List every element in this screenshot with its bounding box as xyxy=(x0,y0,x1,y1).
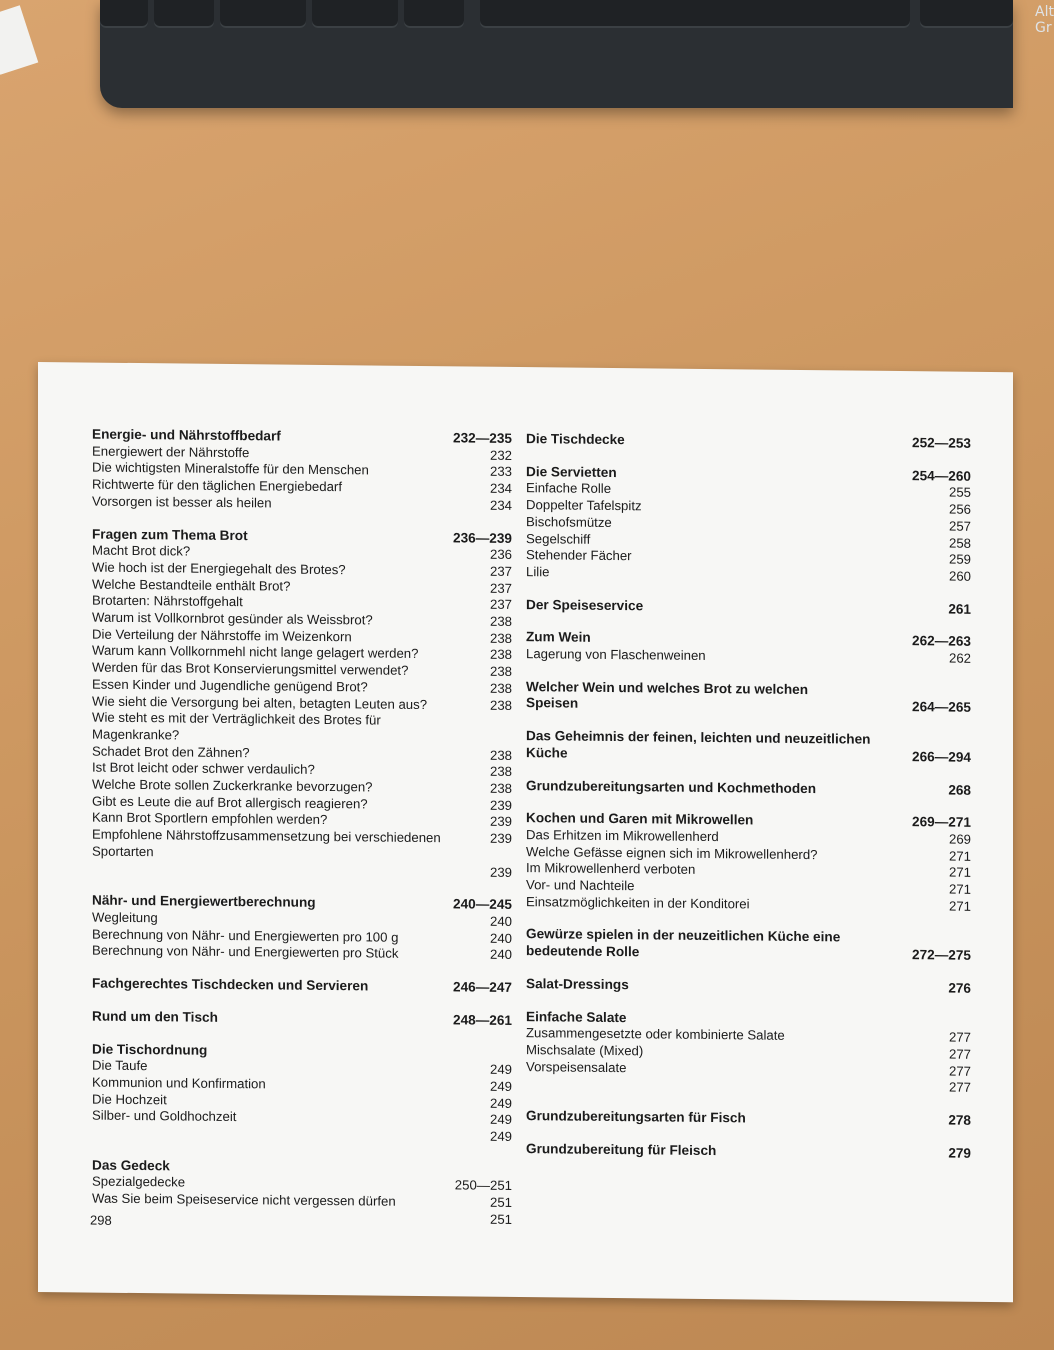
toc-page-number: 257 xyxy=(948,518,971,534)
toc-page-number: 240—245 xyxy=(453,896,512,913)
toc-heading-text: Gewürze spielen in der neuzeitlichen Küche eine xyxy=(526,926,841,945)
toc-section-heading xyxy=(526,431,971,452)
toc-heading-text: Die Tischordnung xyxy=(92,1041,208,1058)
toc-page-number: 271 xyxy=(948,848,971,864)
toc-section-heading xyxy=(92,1008,512,1029)
toc-page-number: 254—260 xyxy=(912,467,971,484)
toc-entry-text: Einfache Rolle xyxy=(526,480,612,497)
toc-page-number: 236—239 xyxy=(453,529,512,546)
toc-page-number: 238 xyxy=(489,780,512,797)
toc-entry-text: Mischsalate (Mixed) xyxy=(526,1042,644,1059)
keyboard-key xyxy=(100,0,148,28)
toc-entry-text: Vorsorgen ist besser als heilen xyxy=(92,493,272,511)
toc-entry-text: Warum kann Vollkornmehl nicht lange gelagert werden? xyxy=(92,643,419,662)
keyboard-key xyxy=(312,0,398,28)
toc-entry-text xyxy=(92,1224,490,1228)
toc-heading-text: Salat-Dressings xyxy=(526,975,629,993)
toc-entry-text: Macht Brot dick? xyxy=(92,542,191,559)
toc-page-number: 271 xyxy=(948,898,971,914)
toc-entry-text: Spezialgedecke xyxy=(92,1173,186,1190)
toc-section xyxy=(92,976,512,997)
toc-entry-text: Bischofsmütze xyxy=(526,513,612,530)
toc-entry-text: Energiewert der Nährstoffe xyxy=(92,443,250,460)
toc-entry-text xyxy=(92,1141,490,1145)
keyboard-key xyxy=(404,0,464,28)
toc-page-number: 259 xyxy=(948,551,971,567)
toc-heading-text: Die Servietten xyxy=(526,463,617,480)
toc-entry-text: Die Hochzeit xyxy=(92,1091,167,1107)
toc-heading-text: Die Tischdecke xyxy=(526,431,625,448)
toc-entry-text: Das Erhitzen im Mikrowellenherd xyxy=(526,827,719,845)
toc-entry-text: Wegleitung xyxy=(92,909,158,926)
toc-entry-text: Gibt es Leute die auf Brot allergisch reagieren? xyxy=(92,793,368,812)
toc-page-number: 271 xyxy=(948,881,971,897)
toc-entry-text: Silber- und Goldhochzeit xyxy=(92,1107,237,1125)
toc-section xyxy=(526,810,971,915)
toc-entry-text: Ist Brot leicht oder schwer verdaulich? xyxy=(92,759,315,778)
toc-section xyxy=(526,597,971,618)
toc-page-number: 234 xyxy=(489,497,512,513)
toc-page-number: 233 xyxy=(489,464,512,480)
toc-entry-text: Einsatzmöglichkeiten in der Konditorei xyxy=(526,893,750,912)
toc-page-number: 249 xyxy=(489,1061,512,1078)
toc-section xyxy=(526,431,971,452)
book-page xyxy=(38,362,1013,1302)
toc-entry-text: Welche Brote sollen Zuckerkranke bevorzugen? xyxy=(92,776,373,795)
toc-page-number: 232—235 xyxy=(453,430,512,446)
toc-section-heading-continued xyxy=(526,943,971,964)
toc-entry xyxy=(526,564,971,585)
toc-section-heading xyxy=(526,597,971,618)
toc-page-number: 237 xyxy=(489,597,512,613)
toc-page-number: 236 xyxy=(489,546,512,563)
toc-page-number: 261 xyxy=(948,601,971,617)
toc-page-number: 234 xyxy=(489,480,512,497)
toc-heading-text: Speisen xyxy=(526,695,579,712)
toc-page-number: 238 xyxy=(489,647,512,663)
toc-page-number: 238 xyxy=(489,663,512,680)
toc-entry-text: Warum ist Vollkornbrot gesünder als Weissbrot? xyxy=(92,609,373,628)
toc-page-number: 239 xyxy=(489,830,512,847)
toc-section xyxy=(526,679,971,717)
toc-heading-text: bedeutende Rolle xyxy=(526,943,640,960)
toc-page-number: 248—261 xyxy=(453,1012,512,1028)
toc-heading-text: Rund um den Tisch xyxy=(92,1008,218,1025)
toc-page-number: 262—263 xyxy=(912,633,971,650)
toc-entry-text: Die Taufe xyxy=(92,1057,148,1074)
toc-page-number: 279 xyxy=(948,1145,971,1161)
toc-heading-text: Grundzubereitungsarten für Fisch xyxy=(526,1108,746,1126)
toc-section-heading xyxy=(526,976,971,997)
toc-page-number: 240 xyxy=(489,930,512,946)
toc-entry-text: Kommunion und Konfirmation xyxy=(92,1074,266,1092)
toc-entry xyxy=(526,646,971,667)
toc-page-number: 251 xyxy=(489,1194,512,1211)
toc-page-number: 276 xyxy=(948,980,971,996)
toc-entry-text: Segelschiff xyxy=(526,530,591,547)
toc-heading-text: Energie- und Nährstoffbedarf xyxy=(92,426,281,444)
keyboard-key-altgr xyxy=(920,0,1013,28)
toc-section xyxy=(92,893,512,964)
toc-section xyxy=(526,976,971,997)
toc-section xyxy=(526,927,971,965)
toc-entry-text: Im Mikrowellenherd verboten xyxy=(526,860,696,878)
toc-entry-text: Vorspeisensalate xyxy=(526,1058,627,1075)
toc-entry-text: Die wichtigsten Mineralstoffe für den Menschen xyxy=(92,459,369,478)
toc-page-number: 277 xyxy=(948,1029,971,1046)
toc-page-number: 249 xyxy=(489,1078,512,1094)
toc-heading-text: Kochen und Garen mit Mikrowellen xyxy=(526,810,754,828)
toc-heading-text: Grundzubereitungsarten und Kochmethoden xyxy=(526,777,817,796)
toc-page-number: 272—275 xyxy=(912,947,971,963)
toc-page-number: 238 xyxy=(489,630,512,646)
toc-section xyxy=(526,1009,971,1097)
toc-section xyxy=(526,1141,971,1162)
keyboard-spacebar xyxy=(480,0,910,28)
toc-entry-text: Zusammengesetzte oder kombinierte Salate xyxy=(526,1025,785,1044)
toc-page-number: 246—247 xyxy=(453,979,512,996)
toc-section-heading xyxy=(526,1141,971,1162)
toc-section-heading xyxy=(526,1108,971,1129)
toc-page-number: 277 xyxy=(948,1063,971,1079)
toc-entry-text: Stehender Fächer xyxy=(526,547,632,564)
toc-entry-text: Welche Bestandteile enthält Brot? xyxy=(92,576,291,594)
toc-page-number: 238 xyxy=(489,680,512,696)
toc-entry-text: Wie hoch ist der Energiegehalt des Brotes? xyxy=(92,559,346,578)
toc-entry-text: Vor- und Nachteile xyxy=(526,877,635,894)
toc-entry-text: Sportarten xyxy=(92,843,154,860)
toc-entry-text: Lagerung von Flaschenweinen xyxy=(526,646,706,664)
keyboard-key xyxy=(154,0,214,28)
toc-heading-text: Küche xyxy=(526,744,568,761)
toc-page-number: 264—265 xyxy=(912,699,971,716)
toc-entry-text xyxy=(526,1092,949,1096)
toc-heading-text: Nähr- und Energiewertberechnung xyxy=(92,892,316,911)
toc-section xyxy=(526,464,971,586)
toc-entry-text: Was Sie beim Speiseservice nicht vergessen dürfen xyxy=(92,1190,396,1209)
toc-entry-text xyxy=(92,877,490,881)
toc-page-number: 239 xyxy=(489,864,512,880)
toc-page-number: 251 xyxy=(489,1211,512,1227)
toc-section-heading xyxy=(92,976,512,997)
toc-page-number: 250—251 xyxy=(454,1177,512,1194)
toc-page-number: 252—253 xyxy=(912,435,971,451)
toc-page-number: 238 xyxy=(489,613,512,629)
toc-section xyxy=(526,728,971,766)
toc-page-number: 240 xyxy=(489,947,512,963)
toc-right-column xyxy=(526,431,971,1178)
toc-page-number: 249 xyxy=(489,1095,512,1111)
toc-page-number: 255 xyxy=(948,484,971,501)
toc-entry-text: Empfohlene Nährstoffzusammensetzung bei verschiedenen xyxy=(92,826,441,846)
toc-entry xyxy=(92,943,512,964)
toc-page-number: 277 xyxy=(948,1046,971,1062)
toc-heading-text: Das Geheimnis der feinen, leichten und neuzeitlichen xyxy=(526,728,871,747)
toc-page-number: 239 xyxy=(489,797,512,813)
toc-page-number: 266—294 xyxy=(912,748,971,765)
toc-page-number: 269—271 xyxy=(912,814,971,831)
toc-entry-text: Berechnung von Nähr- und Energiewerten pro 100 g xyxy=(92,926,399,945)
toc-heading-text: Grundzubereitung für Fleisch xyxy=(526,1140,717,1158)
toc-page-number: 260 xyxy=(948,568,971,584)
toc-section xyxy=(92,1157,512,1228)
toc-entry-text: Essen Kinder und Jugendliche genügend Brot? xyxy=(92,676,368,695)
toc-page-number: 232 xyxy=(489,447,512,463)
toc-section-heading-continued xyxy=(526,696,971,717)
toc-page-number: 237 xyxy=(489,563,512,579)
toc-page-number: 258 xyxy=(948,535,971,551)
toc-section-heading-continued xyxy=(526,745,971,766)
toc-page-number: 268 xyxy=(948,782,971,798)
toc-page-number: 262 xyxy=(948,650,971,666)
toc-page-number: 238 xyxy=(489,697,512,713)
paper-scrap xyxy=(0,5,38,74)
toc-entry-text: Magenkranke? xyxy=(92,726,180,743)
toc-heading-text: Fragen zum Thema Brot xyxy=(92,526,248,543)
toc-page-number: 277 xyxy=(948,1079,971,1096)
toc-heading-text: Das Gedeck xyxy=(92,1157,170,1174)
toc-page-number: 237 xyxy=(489,580,512,596)
toc-heading-text: Welcher Wein und welches Brot zu welchen xyxy=(526,678,809,697)
toc-entry-text: Brotarten: Nährstoffgehalt xyxy=(92,592,243,610)
toc-left-column xyxy=(92,427,512,1245)
toc-heading-text: Der Speiseservice xyxy=(526,596,644,613)
toc-section xyxy=(526,778,971,799)
keyboard-key xyxy=(220,0,306,28)
toc-entry-text: Werden für das Brot Konservierungsmittel verwendet? xyxy=(92,659,409,679)
toc-heading-text: Fachgerechtes Tischdecken und Servieren xyxy=(92,975,369,994)
toc-heading-text: Einfache Salate xyxy=(526,1008,627,1025)
toc-page-number: 239 xyxy=(489,814,512,830)
toc-entry-text: Kann Brot Sportlern empfohlen werden? xyxy=(92,810,328,828)
toc-section-heading xyxy=(526,778,971,799)
toc-page-number: 278 xyxy=(948,1112,971,1128)
toc-entry-text: Schadet Brot den Zähnen? xyxy=(92,743,250,760)
toc-page-number: 271 xyxy=(948,864,971,881)
toc-entry xyxy=(92,493,512,514)
toc-section xyxy=(92,526,512,881)
toc-section xyxy=(92,1041,512,1146)
toc-section xyxy=(92,427,512,515)
toc-heading-text: Zum Wein xyxy=(526,629,591,646)
toc-entry-text: Welche Gefässe eignen sich im Mikrowellenherd? xyxy=(526,843,818,862)
toc-page-number: 240 xyxy=(489,913,512,929)
altgr-key-label: Alt Gr xyxy=(1035,4,1054,36)
toc-page-number: 238 xyxy=(489,764,512,780)
toc-entry-text: Wie steht es mit der Verträglichkeit des Brotes für xyxy=(92,709,381,728)
toc-page-number: 256 xyxy=(948,501,971,517)
toc-page-number: 269 xyxy=(948,831,971,847)
page-number: 298 xyxy=(90,1212,112,1228)
toc-page-number: 249 xyxy=(489,1128,512,1144)
toc-section xyxy=(526,629,971,667)
toc-page-number: 238 xyxy=(489,747,512,763)
toc-section xyxy=(92,1008,512,1029)
toc-section xyxy=(526,1108,971,1129)
toc-entry-text: Berechnung von Nähr- und Energiewerten pro Stück xyxy=(92,942,399,962)
toc-entry-text: Die Verteilung der Nährstoffe im Weizenkorn xyxy=(92,626,352,645)
keyboard xyxy=(100,0,1054,108)
toc-entry xyxy=(526,894,971,915)
toc-entry-text: Doppelter Tafelspitz xyxy=(526,497,642,514)
toc-entry-text: Wie sieht die Versorgung bei alten, betagten Leuten aus? xyxy=(92,693,428,712)
toc-entry-text: Richtwerte für den täglichen Energiebedarf xyxy=(92,476,342,495)
toc-page-number: 249 xyxy=(489,1112,512,1128)
toc-entry-text: Lilie xyxy=(526,564,550,580)
